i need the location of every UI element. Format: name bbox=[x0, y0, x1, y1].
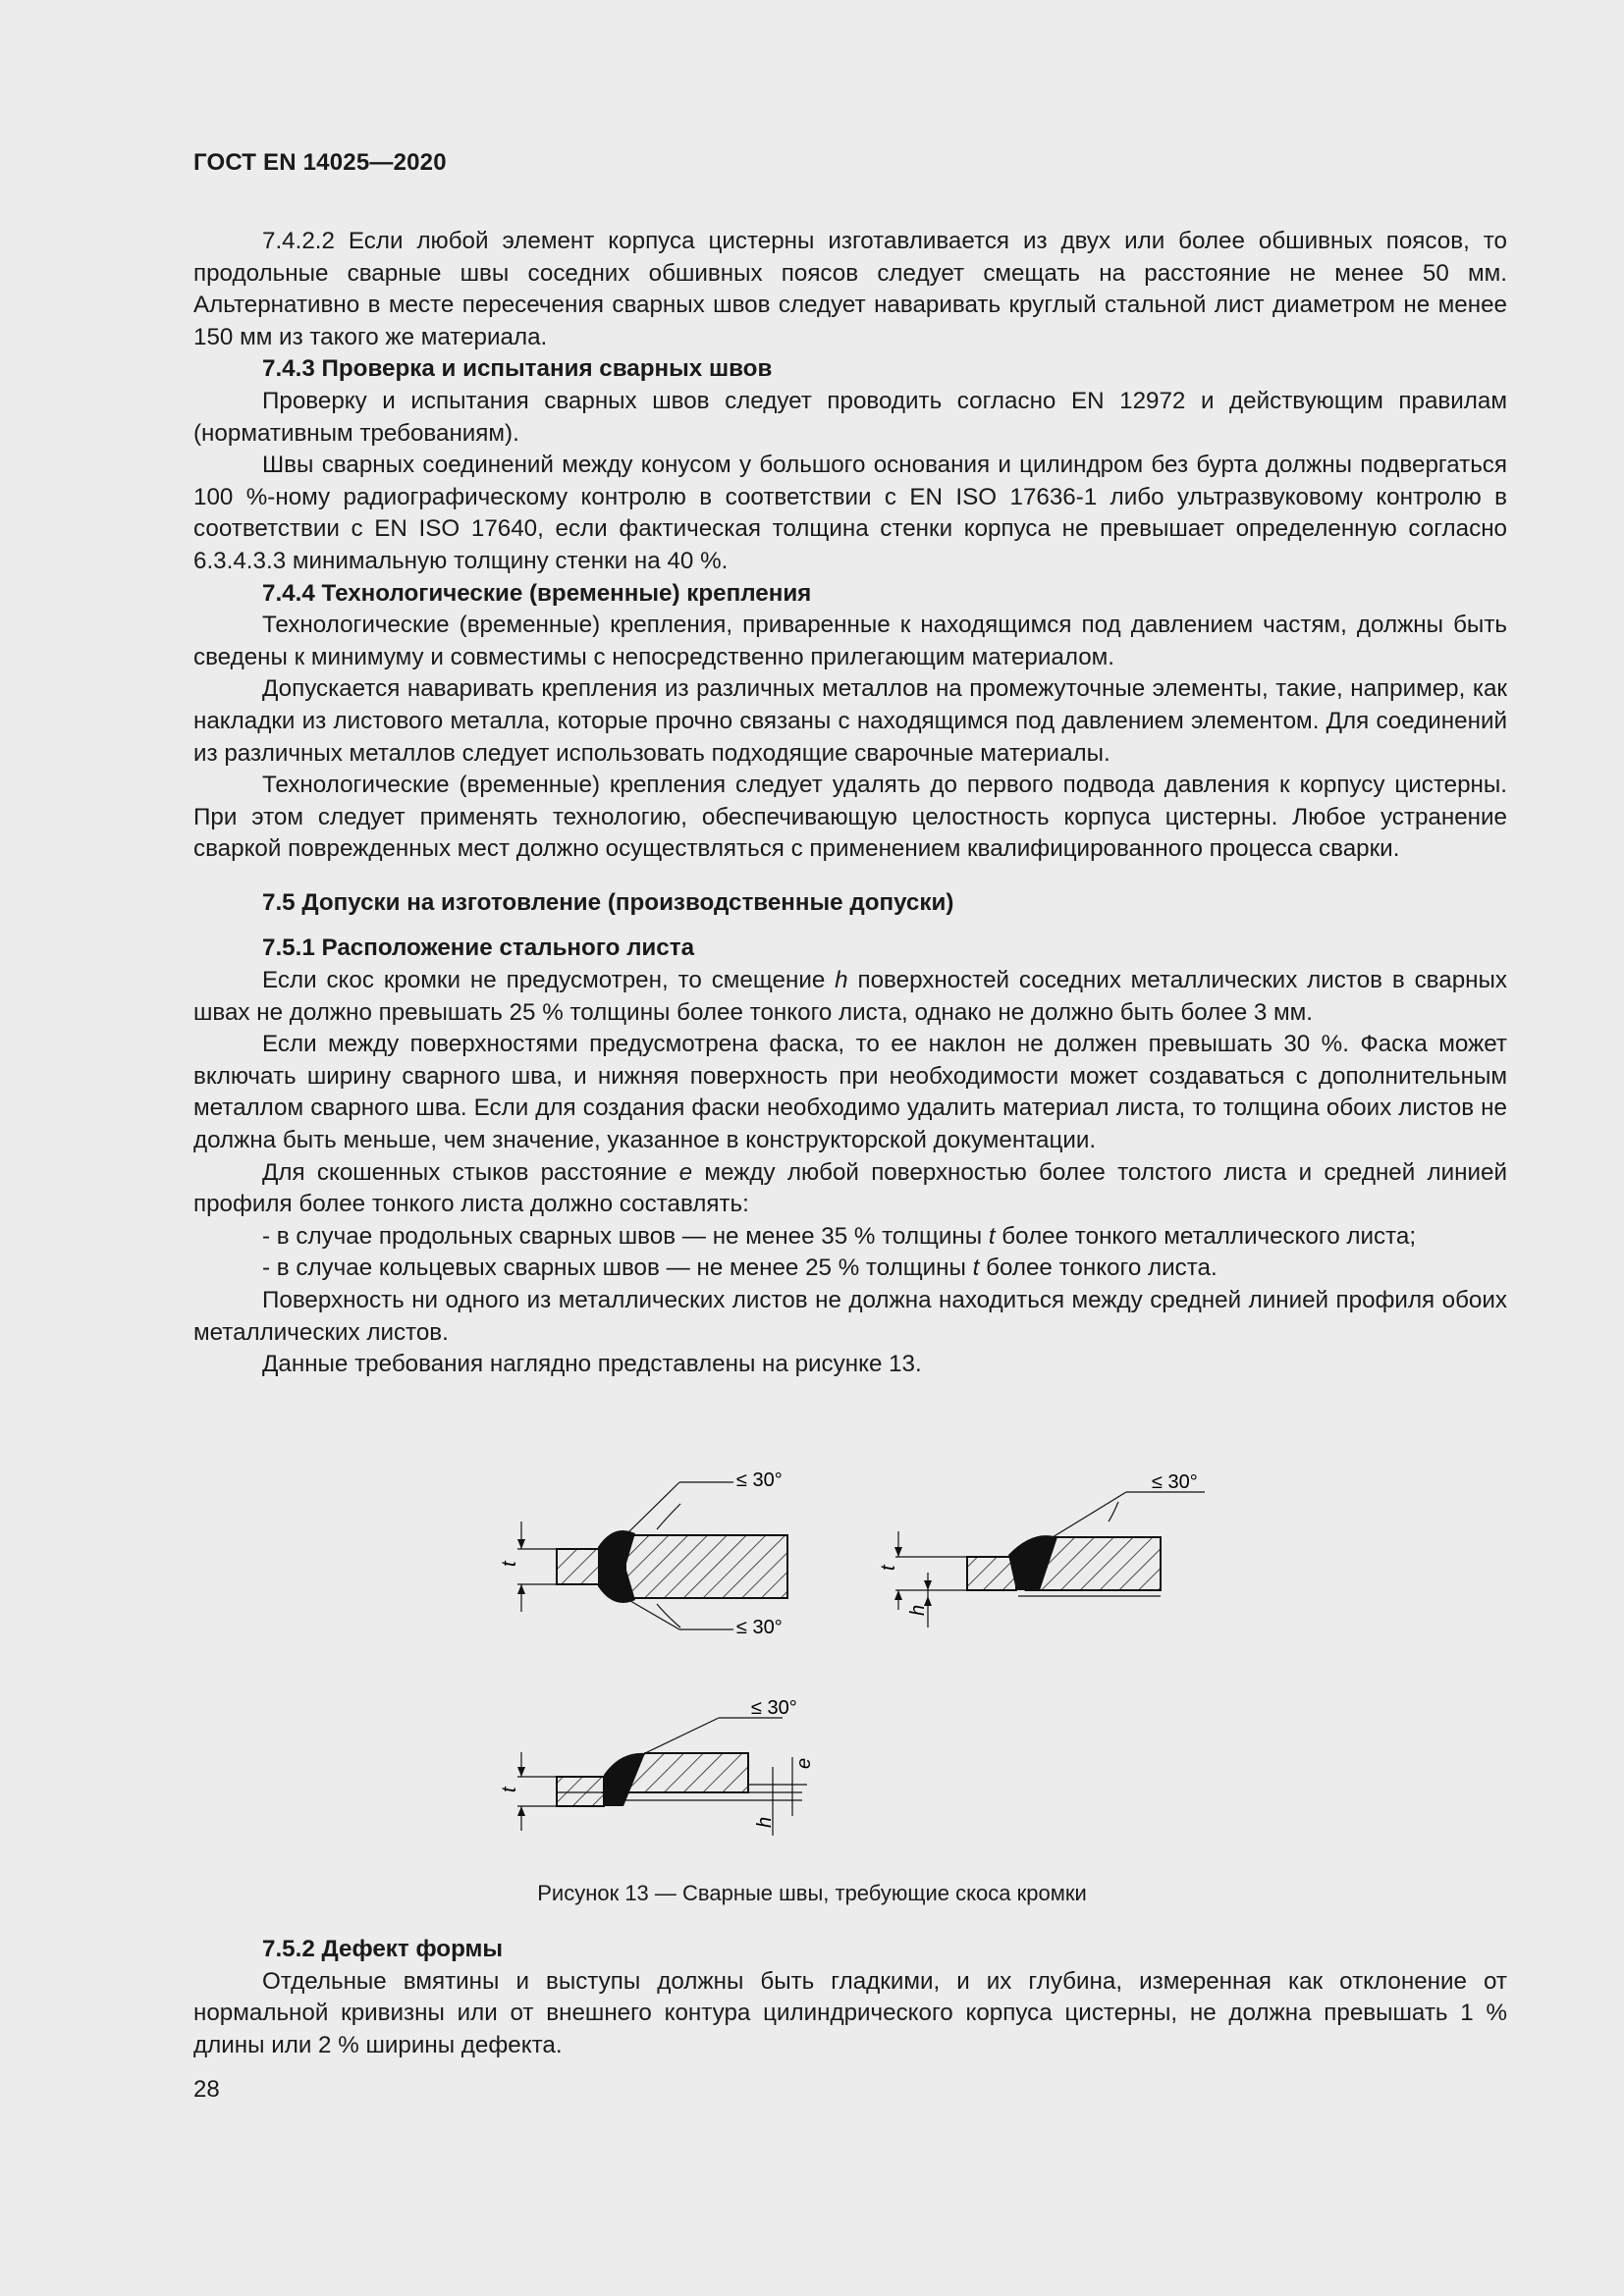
list-item-longitudinal: - в случае продольных сварных швов — не менее 35 % толщины t более тонкого металлического листа; bbox=[262, 1222, 1417, 1250]
diagram-a-double-bevel bbox=[499, 1469, 787, 1638]
figure-13-weld-diagram bbox=[488, 1463, 1234, 1855]
paragraph-7-4-3-a: Проверку и испытания сварных швов следует проводить согласно EN 12972 и действующим правилам (нормативным требованиям). bbox=[193, 387, 1507, 447]
document-code-header: ГОСТ EN 14025—2020 bbox=[193, 149, 447, 176]
paragraph-7-4-4-a: Технологические (временные) крепления, приваренные к находящимся под давлением частям, должны быть сведены к минимуму и совместимы с непосредственно прилегающим материалом. bbox=[193, 612, 1507, 670]
angle-label-c: ≤ 30° bbox=[751, 1697, 797, 1719]
dim-t-c: t bbox=[499, 1787, 520, 1792]
plate-thin-b bbox=[967, 1557, 1016, 1590]
list-item-circumferential: - в случае кольцевых сварных швов — не менее 25 % толщины t более тонкого листа. bbox=[262, 1255, 1218, 1282]
dim-e-c: e bbox=[793, 1757, 815, 1769]
paragraph-7-4-4-c: Технологические (временные) крепления следует удалять до первого подвода давления к корпусу цистерны. При этом следует применять технологию, обеспечивающую целостность корпуса цистерны. Любое устранение сваркой поврежденных мест должно осуществляться с применением квалифицированного процесса сварки. bbox=[193, 772, 1507, 863]
heading-7-5-1: 7.5.1 Расположение стального листа bbox=[262, 934, 695, 962]
angle-label-a-bottom: ≤ 30° bbox=[736, 1617, 783, 1638]
paragraph-7-5-1-b: Если между поверхностями предусмотрена фаска, то ее наклон не должен превышать 30 %. Фаска может включать ширину сварного шва, и нижняя поверхность при необходимости может создаваться с дополнительным металлом сварного шва. Если для создания фаски необходимо удалить материал листа, то толщина обоих листов не должна быть меньше, чем значение, указанное в конструкторской документации. bbox=[193, 1031, 1507, 1154]
heading-7-4-3: 7.4.3 Проверка и испытания сварных швов bbox=[262, 355, 773, 383]
main-text bbox=[193, 226, 1507, 1381]
dim-t-b: t bbox=[878, 1565, 899, 1571]
figure-13-caption: Рисунок 13 — Сварные швы, требующие скоса кромки bbox=[537, 1881, 1087, 1905]
heading-7-5: 7.5 Допуски на изготовление (производственные допуски) bbox=[262, 888, 954, 916]
paragraph-7-4-3-b: Швы сварных соединений между конусом у большого основания и цилиндром без бурта должны подвергаться 100 %-ному радиографическому контролю в соответствии с EN ISO 17636-1 либо ультразвуковому контролю в соответствии с EN ISO 17640, если фактическая толщина стенки корпуса не превышает определенную согласно 6.3.4.3.3 минимальную толщину стенки на 40 %. bbox=[193, 452, 1507, 574]
diagram-b-single-bevel bbox=[878, 1471, 1205, 1628]
section-7-5-2 bbox=[193, 1934, 1507, 2061]
paragraph-7-4-2-2: 7.4.2.2 Если любой элемент корпуса цистерны изготавливается из двух или более обшивных поясов, то продольные сварные швы соседних обшивных поясов следует смещать на расстояние не менее 50 мм. Альтернативно в месте пересечения сварных швов следует наваривать круглый стальной лист диаметром не менее 150 мм из такого же материала. bbox=[193, 228, 1507, 350]
paragraph-7-4-4-b: Допускается наваривать крепления из различных металлов на промежуточные элементы, такие, например, как накладки из листового металла, которые прочно связаны с находящимся под давлением элементом. Для соединений из различных металлов следует использовать подходящие сварочные материалы. bbox=[193, 675, 1507, 767]
angle-label-a-top: ≤ 30° bbox=[736, 1469, 783, 1491]
angle-label-b: ≤ 30° bbox=[1152, 1471, 1198, 1493]
diagram-c-bevel-offset bbox=[499, 1697, 815, 1836]
dim-t-a: t bbox=[499, 1561, 520, 1567]
paragraph-7-5-1-a: Если скос кромки не предусмотрен, то смещение h поверхностей соседних металлических листов в сварных швах не должно превышать 25 % толщины более тонкого листа, однако не должно быть более 3 мм. bbox=[193, 967, 1508, 1026]
plate-thin-a bbox=[557, 1549, 604, 1584]
plate-thick-a bbox=[625, 1535, 787, 1598]
paragraph-7-5-1-g: Данные требования наглядно представлены на рисунке 13. bbox=[262, 1351, 922, 1378]
plate-thin-c bbox=[557, 1777, 604, 1806]
paragraph-7-5-1-c: Для скошенных стыков расстояние e между любой поверхностью более толстого листа и средней линией профиля более тонкого листа должно составлять: bbox=[193, 1158, 1507, 1218]
paragraph-7-5-1-f: Поверхность ни одного из металлических листов не должна находиться между средней линией профиля обоих металлических листов. bbox=[193, 1287, 1507, 1346]
heading-7-5-2: 7.5.2 Дефект формы bbox=[262, 1936, 504, 1962]
dim-h-c: h bbox=[754, 1816, 776, 1828]
page-number: 28 bbox=[193, 2076, 220, 2103]
heading-7-4-4: 7.4.4 Технологические (временные) крепления bbox=[262, 579, 812, 607]
dim-h-b: h bbox=[907, 1604, 929, 1616]
paragraph-7-5-2: Отдельные вмятины и выступы должны быть гладкими, и их глубина, измеренная как отклонение от нормальной кривизны или от внешнего контура цилиндрического корпуса цистерны, не должна превышать 1 % длины или 2 % ширины дефекта. bbox=[193, 1967, 1507, 2058]
